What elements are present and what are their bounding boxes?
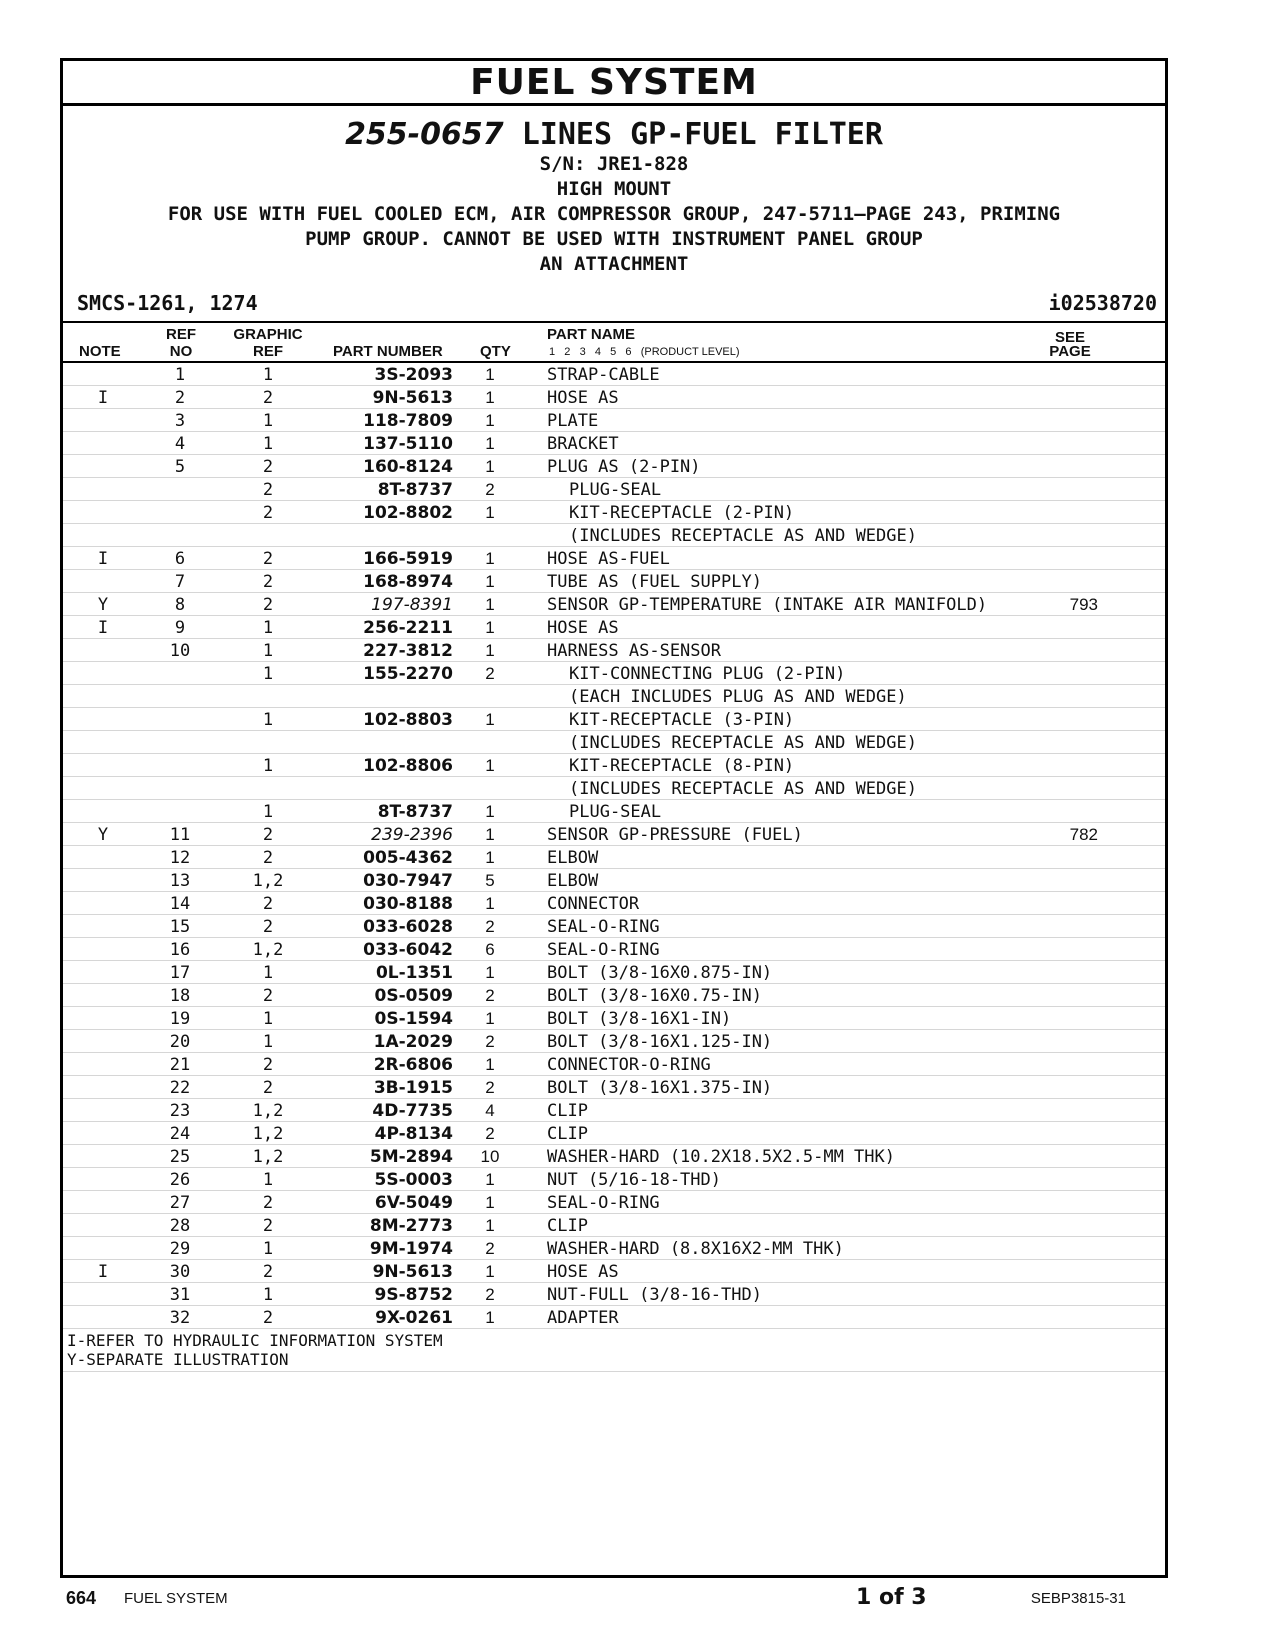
- table-row: [63, 432, 1165, 455]
- ref-no-cell: 25: [169, 1147, 191, 1167]
- part-number-cell: 5M-2894: [369, 1147, 453, 1167]
- part-name-cell: BRACKET: [547, 434, 619, 454]
- part-name-cell: KIT-RECEPTACLE (3-PIN): [569, 710, 795, 730]
- part-name-cell: KIT-RECEPTACLE (2-PIN): [569, 503, 795, 523]
- qty-cell: 2: [485, 917, 495, 936]
- part-name-cell: PLUG AS (2-PIN): [547, 457, 701, 477]
- col-graphic-bottom: REF: [253, 343, 283, 360]
- graphic-ref-cell: 1: [262, 434, 274, 454]
- part-number-cell: 1A-2029: [373, 1032, 453, 1052]
- note-line: I-REFER TO HYDRAULIC INFORMATION SYSTEM: [67, 1331, 443, 1350]
- note-cell: I: [97, 388, 109, 408]
- graphic-ref-cell: 1: [262, 802, 274, 822]
- qty-cell: 1: [485, 1308, 495, 1327]
- table-row: [63, 547, 1165, 570]
- ref-no-cell: 10: [169, 641, 191, 661]
- parts-list: [63, 363, 1165, 1329]
- qty-cell: 1: [485, 1009, 495, 1028]
- part-name-cell: HOSE AS: [547, 618, 619, 638]
- part-name-cell: (INCLUDES RECEPTACLE AS AND WEDGE): [569, 526, 917, 546]
- qty-cell: 1: [485, 1216, 495, 1235]
- qty-cell: 2: [485, 1078, 495, 1097]
- smcs-code: SMCS-1261, 1274: [77, 291, 258, 315]
- section-title: FUEL SYSTEM: [63, 61, 1165, 106]
- part-number-cell: 4D-7735: [372, 1101, 453, 1121]
- page-of: 1 of 3: [856, 1585, 927, 1610]
- part-number-cell: 0L-1351: [375, 963, 453, 983]
- ref-no-cell: 15: [169, 917, 191, 937]
- part-name-cell: NUT-FULL (3/8-16-THD): [547, 1285, 762, 1305]
- ref-no-cell: 16: [169, 940, 191, 960]
- qty-cell: 1: [485, 388, 495, 407]
- graphic-ref-cell: 2: [262, 917, 274, 937]
- qty-cell: 1: [485, 572, 495, 591]
- part-name-cell: ELBOW: [547, 871, 599, 891]
- part-number-cell: 033-6028: [363, 917, 453, 937]
- graphic-ref-cell: 1: [262, 365, 274, 385]
- group-description-line: PUMP GROUP. CANNOT BE USED WITH INSTRUMENT PANEL GROUP: [305, 228, 923, 250]
- group-name: LINES GP-FUEL FILTER: [521, 117, 883, 152]
- ref-no-cell: 21: [169, 1055, 191, 1075]
- graphic-ref-cell: 1: [262, 1285, 274, 1305]
- table-row: [63, 1053, 1165, 1076]
- table-row: [63, 685, 1165, 708]
- part-name-cell: STRAP-CABLE: [547, 365, 660, 385]
- ref-no-cell: 18: [169, 986, 191, 1006]
- note-cell: Y: [97, 595, 109, 615]
- part-name-cell: SEAL-O-RING: [547, 1193, 660, 1213]
- col-product-levels: 1 2 3 4 5 6 (PRODUCT LEVEL): [549, 346, 740, 358]
- part-name-cell: SEAL-O-RING: [547, 917, 660, 937]
- part-number-cell: 155-2270: [363, 664, 453, 684]
- part-number-cell: 118-7809: [363, 411, 453, 431]
- part-name-cell: CLIP: [547, 1124, 588, 1144]
- part-name-cell: HOSE AS: [547, 388, 619, 408]
- graphic-ref-cell: 1,2: [252, 871, 284, 891]
- part-name-cell: PLUG-SEAL: [569, 802, 662, 822]
- ref-no-cell: 27: [169, 1193, 191, 1213]
- part-number-cell: 168-8974: [363, 572, 453, 592]
- table-row: [63, 1099, 1165, 1122]
- ref-no-cell: 31: [169, 1285, 191, 1305]
- table-row: [63, 363, 1165, 386]
- qty-cell: 1: [485, 411, 495, 430]
- smcs-row: [63, 285, 1165, 323]
- part-number-cell: 9X-0261: [375, 1308, 453, 1328]
- graphic-ref-cell: 1: [262, 710, 274, 730]
- group-description-line: AN ATTACHMENT: [539, 253, 689, 275]
- part-number-cell: 033-6042: [363, 940, 453, 960]
- page-footer: [66, 1585, 1126, 1615]
- ref-no-cell: 4: [174, 434, 186, 454]
- ref-no-cell: 14: [169, 894, 191, 914]
- qty-cell: 1: [485, 710, 495, 729]
- qty-cell: 1: [485, 503, 495, 522]
- qty-cell: 1: [485, 848, 495, 867]
- part-name-cell: BOLT (3/8-16X1.125-IN): [547, 1032, 773, 1052]
- note-line: Y-SEPARATE ILLUSTRATION: [67, 1350, 289, 1369]
- table-row: [63, 892, 1165, 915]
- part-number-cell: 5S-0003: [374, 1170, 453, 1190]
- table-row: [63, 639, 1165, 662]
- table-row: [63, 823, 1165, 846]
- part-number-cell: 9M-1974: [369, 1239, 453, 1259]
- table-row: [63, 1030, 1165, 1053]
- qty-cell: 1: [485, 1262, 495, 1281]
- table-row: [63, 731, 1165, 754]
- table-row: [63, 1007, 1165, 1030]
- graphic-ref-cell: 2: [262, 480, 274, 500]
- part-name-cell: PLATE: [547, 411, 599, 431]
- graphic-ref-cell: 1,2: [252, 940, 284, 960]
- qty-cell: 1: [485, 549, 495, 568]
- graphic-ref-cell: 2: [262, 595, 274, 615]
- qty-cell: 1: [485, 434, 495, 453]
- table-row: [63, 1145, 1165, 1168]
- part-name-cell: WASHER-HARD (10.2X18.5X2.5-MM THK): [547, 1147, 895, 1167]
- graphic-ref-cell: 2: [262, 894, 274, 914]
- part-number-cell: 4P-8134: [374, 1124, 453, 1144]
- part-number-cell: 102-8803: [363, 710, 453, 730]
- part-name-cell: PLUG-SEAL: [569, 480, 662, 500]
- serial-number: S/N: JRE1-828: [539, 153, 689, 175]
- part-name-cell: WASHER-HARD (8.8X16X2-MM THK): [547, 1239, 844, 1259]
- col-qty: QTY: [480, 343, 511, 360]
- qty-cell: 1: [485, 894, 495, 913]
- part-number-cell: 256-2211: [363, 618, 453, 638]
- graphic-ref-cell: 1: [262, 618, 274, 638]
- table-row: [63, 1306, 1165, 1329]
- graphic-ref-cell: 2: [262, 1216, 274, 1236]
- graphic-ref-cell: 1: [262, 1239, 274, 1259]
- ref-no-cell: 26: [169, 1170, 191, 1190]
- graphic-ref-cell: 1,2: [252, 1101, 284, 1121]
- part-name-cell: KIT-CONNECTING PLUG (2-PIN): [569, 664, 846, 684]
- illustration-id: i02538720: [1048, 291, 1157, 315]
- qty-cell: 1: [485, 825, 495, 844]
- graphic-ref-cell: 2: [262, 1193, 274, 1213]
- table-row: [63, 800, 1165, 823]
- graphic-ref-cell: 1: [262, 411, 274, 431]
- part-name-cell: CLIP: [547, 1216, 588, 1236]
- see-page-cell: 782: [1069, 825, 1098, 844]
- qty-cell: 10: [480, 1147, 500, 1166]
- part-number-cell: 160-8124: [363, 457, 453, 477]
- qty-cell: 1: [485, 1170, 495, 1189]
- graphic-ref-cell: 1: [262, 641, 274, 661]
- graphic-ref-cell: 2: [262, 825, 274, 845]
- graphic-ref-cell: 2: [262, 1308, 274, 1328]
- ref-no-cell: 9: [174, 618, 186, 638]
- see-page-cell: 793: [1069, 595, 1098, 614]
- part-name-cell: (INCLUDES RECEPTACLE AS AND WEDGE): [569, 779, 917, 799]
- ref-no-cell: 8: [174, 595, 186, 615]
- graphic-ref-cell: 2: [262, 1055, 274, 1075]
- part-name-cell: HARNESS AS-SENSOR: [547, 641, 721, 661]
- part-number-cell: 9N-5613: [372, 1262, 453, 1282]
- col-see-bottom: PAGE: [1049, 343, 1091, 360]
- table-row: [63, 1260, 1165, 1283]
- group-title: [63, 118, 1165, 152]
- part-number-cell: 9S-8752: [374, 1285, 453, 1305]
- graphic-ref-cell: 2: [262, 503, 274, 523]
- graphic-ref-cell: 2: [262, 549, 274, 569]
- part-name-cell: (EACH INCLUDES PLUG AS AND WEDGE): [569, 687, 907, 707]
- qty-cell: 1: [485, 457, 495, 476]
- ref-no-cell: 24: [169, 1124, 191, 1144]
- qty-cell: 5: [485, 871, 495, 890]
- part-number-cell: 030-7947: [363, 871, 453, 891]
- table-row: [63, 524, 1165, 547]
- group-description-line: HIGH MOUNT: [556, 178, 672, 200]
- table-row: [63, 455, 1165, 478]
- document-number: SEBP3815-31: [1030, 1590, 1126, 1607]
- ref-no-cell: 30: [169, 1262, 191, 1282]
- graphic-ref-cell: 2: [262, 1078, 274, 1098]
- qty-cell: 1: [485, 756, 495, 775]
- table-row: [63, 915, 1165, 938]
- ref-no-cell: 19: [169, 1009, 191, 1029]
- table-row: [63, 501, 1165, 524]
- part-number-cell: 239-2396: [371, 825, 453, 845]
- ref-no-cell: 11: [169, 825, 191, 845]
- note-cell: Y: [97, 825, 109, 845]
- graphic-ref-cell: 1: [262, 1032, 274, 1052]
- table-row: [63, 708, 1165, 731]
- col-part-name: PART NAME: [547, 326, 636, 343]
- col-see-top: SEE: [1054, 329, 1085, 346]
- part-name-cell: HOSE AS-FUEL: [547, 549, 670, 569]
- table-row: [63, 616, 1165, 639]
- qty-cell: 2: [485, 1239, 495, 1258]
- notes-block: [63, 1329, 1165, 1372]
- table-row: [63, 662, 1165, 685]
- table-row: [63, 1168, 1165, 1191]
- graphic-ref-cell: 1: [262, 756, 274, 776]
- part-name-cell: HOSE AS: [547, 1262, 619, 1282]
- graphic-ref-cell: 2: [262, 848, 274, 868]
- ref-no-cell: 6: [174, 549, 186, 569]
- col-graphic-top: GRAPHIC: [233, 326, 303, 343]
- graphic-ref-cell: 1: [262, 963, 274, 983]
- part-number-cell: 102-8806: [363, 756, 453, 776]
- table-row: [63, 1283, 1165, 1306]
- page-number: 664: [66, 1588, 97, 1608]
- qty-cell: 4: [485, 1101, 495, 1120]
- part-number-cell: 3B-1915: [373, 1078, 453, 1098]
- ref-no-cell: 2: [174, 388, 186, 408]
- ref-no-cell: 3: [174, 411, 186, 431]
- ref-no-cell: 29: [169, 1239, 191, 1259]
- part-name-cell: ADAPTER: [547, 1308, 619, 1328]
- ref-no-cell: 22: [169, 1078, 191, 1098]
- graphic-ref-cell: 2: [262, 986, 274, 1006]
- part-name-cell: CONNECTOR: [547, 894, 640, 914]
- part-name-cell: KIT-RECEPTACLE (8-PIN): [569, 756, 795, 776]
- col-part-number: PART NUMBER: [333, 343, 443, 360]
- part-name-cell: SENSOR GP-PRESSURE (FUEL): [547, 825, 803, 845]
- note-cell: I: [97, 618, 109, 638]
- table-row: [63, 1191, 1165, 1214]
- graphic-ref-cell: 1: [262, 1170, 274, 1190]
- qty-cell: 2: [485, 1285, 495, 1304]
- table-row: [63, 1214, 1165, 1237]
- table-row: [63, 570, 1165, 593]
- graphic-ref-cell: 1,2: [252, 1124, 284, 1144]
- qty-cell: 2: [485, 1032, 495, 1051]
- part-name-cell: BOLT (3/8-16X1-IN): [547, 1009, 732, 1029]
- part-name-cell: BOLT (3/8-16X0.75-IN): [547, 986, 762, 1006]
- part-name-cell: SENSOR GP-TEMPERATURE (INTAKE AIR MANIFOLD): [547, 595, 988, 615]
- column-header: [63, 323, 1165, 363]
- table-row: [63, 593, 1165, 616]
- group-number: 255-0657: [345, 117, 504, 152]
- part-number-cell: 3S-2093: [374, 365, 453, 385]
- qty-cell: 2: [485, 664, 495, 683]
- graphic-ref-cell: 1: [262, 664, 274, 684]
- part-number-cell: 0S-0509: [374, 986, 453, 1006]
- part-name-cell: ELBOW: [547, 848, 599, 868]
- ref-no-cell: 5: [174, 457, 186, 477]
- graphic-ref-cell: 1,2: [252, 1147, 284, 1167]
- page-frame: [60, 58, 1168, 1578]
- qty-cell: 1: [485, 595, 495, 614]
- ref-no-cell: 7: [174, 572, 186, 592]
- table-row: [63, 1237, 1165, 1260]
- part-number-cell: 8T-8737: [377, 802, 453, 822]
- part-number-cell: 2R-6806: [373, 1055, 453, 1075]
- ref-no-cell: 28: [169, 1216, 191, 1236]
- footer-section: FUEL SYSTEM: [124, 1590, 228, 1607]
- table-row: [63, 754, 1165, 777]
- part-name-cell: BOLT (3/8-16X0.875-IN): [547, 963, 773, 983]
- part-number-cell: 6V-5049: [374, 1193, 453, 1213]
- qty-cell: 2: [485, 1124, 495, 1143]
- qty-cell: 6: [485, 940, 495, 959]
- part-number-cell: 137-5110: [363, 434, 453, 454]
- part-number-cell: 0S-1594: [374, 1009, 453, 1029]
- table-row: [63, 1076, 1165, 1099]
- ref-no-cell: 17: [169, 963, 191, 983]
- qty-cell: 1: [485, 365, 495, 384]
- part-number-cell: 8M-2773: [369, 1216, 453, 1236]
- qty-cell: 1: [485, 963, 495, 982]
- table-row: [63, 984, 1165, 1007]
- part-number-cell: 166-5919: [363, 549, 453, 569]
- group-description-line: FOR USE WITH FUEL COOLED ECM, AIR COMPRESSOR GROUP, 247-5711—PAGE 243, PRIMING: [167, 203, 1061, 225]
- graphic-ref-cell: 2: [262, 572, 274, 592]
- part-name-cell: SEAL-O-RING: [547, 940, 660, 960]
- graphic-ref-cell: 2: [262, 388, 274, 408]
- table-row: [63, 777, 1165, 800]
- graphic-ref-cell: 2: [262, 457, 274, 477]
- note-cell: I: [97, 549, 109, 569]
- table-row: [63, 386, 1165, 409]
- qty-cell: 1: [485, 802, 495, 821]
- qty-cell: 2: [485, 480, 495, 499]
- qty-cell: 1: [485, 641, 495, 660]
- group-header: [63, 118, 1165, 277]
- part-number-cell: 102-8802: [363, 503, 453, 523]
- ref-no-cell: 12: [169, 848, 191, 868]
- ref-no-cell: 1: [174, 365, 186, 385]
- ref-no-cell: 13: [169, 871, 191, 891]
- part-name-cell: (INCLUDES RECEPTACLE AS AND WEDGE): [569, 733, 917, 753]
- graphic-ref-cell: 1: [262, 1009, 274, 1029]
- table-row: [63, 409, 1165, 432]
- ref-no-cell: 32: [169, 1308, 191, 1328]
- part-number-cell: 030-8188: [363, 894, 453, 914]
- ref-no-cell: 20: [169, 1032, 191, 1052]
- table-row: [63, 869, 1165, 892]
- col-ref-bottom: NO: [169, 343, 193, 360]
- col-note: NOTE: [79, 343, 121, 360]
- qty-cell: 1: [485, 1055, 495, 1074]
- part-number-cell: 9N-5613: [372, 388, 453, 408]
- col-ref-top: REF: [166, 326, 196, 343]
- ref-no-cell: 23: [169, 1101, 191, 1121]
- qty-cell: 1: [485, 1193, 495, 1212]
- table-row: [63, 846, 1165, 869]
- part-number-cell: 227-3812: [363, 641, 453, 661]
- table-row: [63, 1122, 1165, 1145]
- table-row: [63, 961, 1165, 984]
- part-number-cell: 197-8391: [371, 595, 453, 615]
- part-name-cell: BOLT (3/8-16X1.375-IN): [547, 1078, 773, 1098]
- table-row: [63, 938, 1165, 961]
- note-cell: I: [97, 1262, 109, 1282]
- qty-cell: 1: [485, 618, 495, 637]
- part-name-cell: NUT (5/16-18-THD): [547, 1170, 721, 1190]
- part-number-cell: 005-4362: [363, 848, 453, 868]
- part-name-cell: CONNECTOR-O-RING: [547, 1055, 711, 1075]
- table-row: [63, 478, 1165, 501]
- part-number-cell: 8T-8737: [377, 480, 453, 500]
- part-name-cell: CLIP: [547, 1101, 588, 1121]
- qty-cell: 2: [485, 986, 495, 1005]
- part-name-cell: TUBE AS (FUEL SUPPLY): [547, 572, 762, 592]
- graphic-ref-cell: 2: [262, 1262, 274, 1282]
